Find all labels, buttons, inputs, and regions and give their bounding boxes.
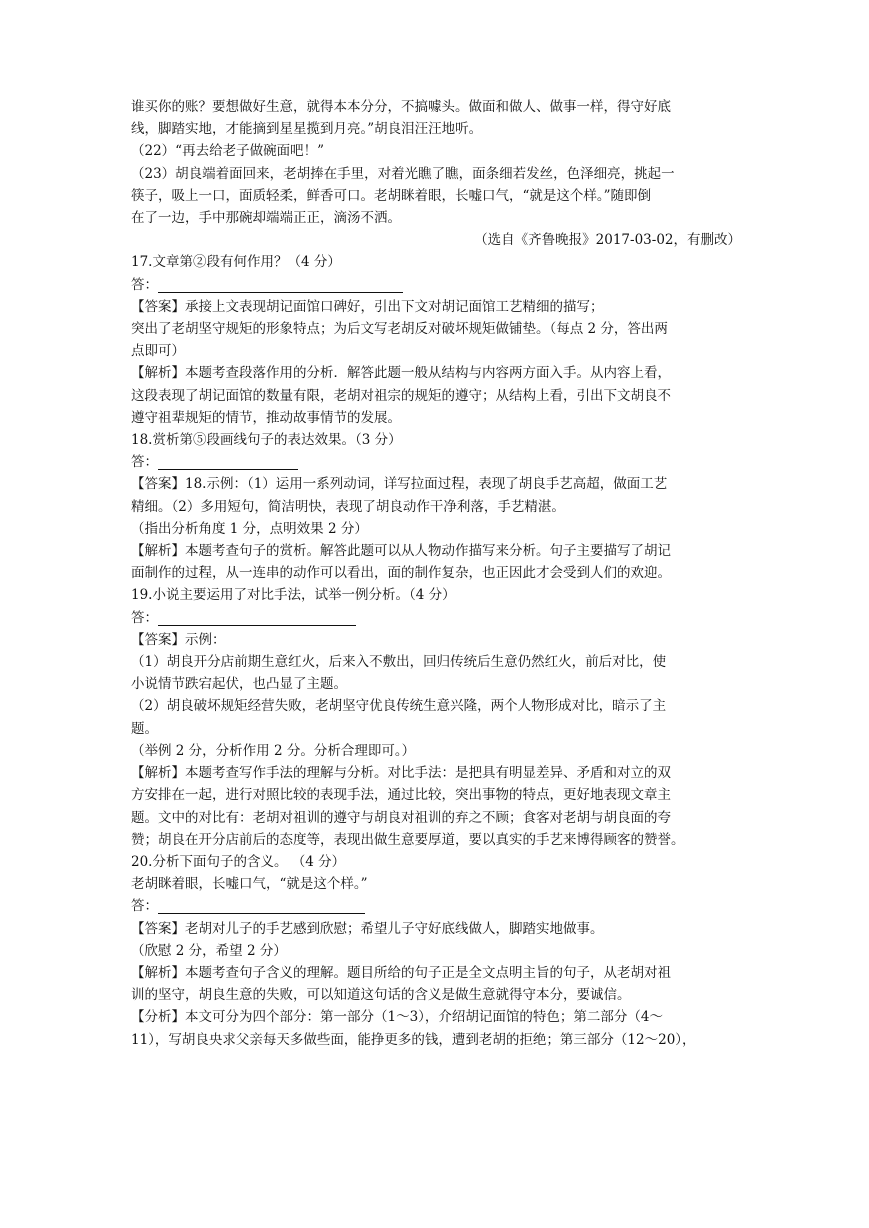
analysis-tag: 【解析】 — [131, 765, 185, 782]
analysis-text: 本题考查段落作用的分析．解答此题一般从结构与内容两方面入手。从内容上看， — [185, 365, 671, 382]
analysis-18 — [131, 540, 741, 562]
answer-17 — [131, 296, 741, 318]
text-line: 点即可） — [131, 343, 185, 360]
answer-18 — [131, 473, 741, 495]
text-line: 精细。（2）多用短句，简洁明快，表现了胡良动作干净利落，手艺精湛。 — [131, 498, 565, 515]
answer-blank-17 — [131, 274, 741, 296]
question-20: 20.分析下面句子的含义。 （4 分） — [131, 853, 346, 870]
text-line: 这段表现了胡记面馆的数量有限，老胡对祖宗的规矩的遵守；从结构上看，引出下文胡良不 — [131, 387, 671, 404]
answer-line — [158, 455, 298, 470]
analysis-19 — [131, 762, 741, 784]
answer-text: 承接上文表现胡记面馆口碑好，引出下文对胡记面馆工艺精细的描写； — [185, 298, 604, 315]
analysis-text: 本题考查写作手法的理解与分析。对比手法：是把具有明显差异、矛盾和对立的双 — [185, 765, 671, 782]
text-line: （举例 2 分，分析作用 2 分。分析合理即可。） — [131, 742, 416, 759]
answer-text: 示例： — [185, 631, 226, 648]
paragraph-22: （22）“再去给老子做碗面吧！” — [131, 143, 324, 160]
answer-prefix: 答： — [131, 454, 158, 471]
answer-tag: 【答案】 — [131, 920, 185, 937]
answer-tag: 【答案】 — [131, 298, 185, 315]
answer-20 — [131, 918, 741, 940]
answer-blank-19 — [131, 607, 741, 629]
answer-blank-20 — [131, 895, 741, 917]
analysis-text: 本文可分为四个部分：第一部分（1～3），介绍胡记面馆的特色；第二部分（4～ — [185, 1009, 664, 1026]
text-line: 题。文中的对比有：老胡对祖训的遵守与胡良对祖训的弃之不顾；食客对老胡与胡良面的夸 — [131, 809, 671, 826]
analysis-17 — [131, 362, 741, 384]
analysis-tag: 【解析】 — [131, 365, 185, 382]
text-line: 题。 — [131, 720, 158, 737]
text-line: （欣慰 2 分，希望 2 分） — [131, 942, 287, 959]
analysis-tag: 【解析】 — [131, 543, 185, 560]
text-line: 突出了老胡坚守规矩的形象特点；为后文写老胡反对破坏规矩做铺垫。（每点 2 分，答出两 — [131, 321, 668, 338]
analysis-text: 本题考查句子的赏析。解答此题可以从人物动作描写来分析。句子主要描写了胡记 — [185, 543, 671, 560]
text-line: 训的坚守，胡良生意的失败，可以知道这句话的含义是做生意就得守本分，要诚信。 — [131, 987, 631, 1004]
text-line: 小说情节跌宕起伏，也凸显了主题。 — [131, 676, 347, 693]
question-19: 19.小说主要运用了对比手法，试举一例分析。（4 分） — [131, 587, 456, 604]
analysis-text: 本题考查句子含义的理解。题目所给的句子正是全文点明主旨的句子，从老胡对祖 — [185, 964, 671, 981]
text-line: 面制作的过程，从一连串的动作可以看出，面的制作复杂，也正因此才会受到人们的欢迎。 — [131, 565, 671, 582]
answer-prefix: 答： — [131, 276, 158, 293]
answer-prefix: 答： — [131, 609, 158, 626]
answer-19 — [131, 629, 741, 651]
text-line: （1）胡良开分店前期生意红火，后来入不敷出，回归传统后生意仍然红火，前后对比，使 — [131, 654, 667, 671]
answer-text: 老胡对儿子的手艺感到欣慰；希望儿子守好底线做人，脚踏实地做事。 — [185, 920, 604, 937]
answer-blank-18 — [131, 451, 741, 473]
text-line: 筷子，吸上一口，面质轻柔，鲜香可口。老胡眯着眼，长嘘口气，“就是这个样。”随即倒 — [131, 187, 652, 204]
document-page — [131, 96, 741, 1051]
text-line: （指出分析角度 1 分，点明效果 2 分） — [131, 520, 368, 537]
answer-text: 18.示例：（1）运用一系列动词，详写拉面过程，表现了胡良手艺高超，做面工艺 — [185, 476, 668, 493]
answer-line — [158, 899, 365, 914]
answer-tag: 【答案】 — [131, 476, 185, 493]
text-line: 遵守祖辈规矩的情节，推动故事情节的发展。 — [131, 409, 401, 426]
text-line: 方安排在一起，进行对照比较的表现手法，通过比较，突出事物的特点，更好地表现文章主 — [131, 787, 671, 804]
analysis-tag: 【解析】 — [131, 964, 185, 981]
answer-line — [158, 278, 403, 293]
source-citation: （选自《齐鲁晚报》2017-03-02，有删改） — [474, 232, 741, 249]
answer-line — [158, 611, 356, 626]
overall-analysis — [131, 1006, 741, 1028]
text-line: 线，脚踏实地，才能摘到星星揽到月亮。”胡良泪汪汪地听。 — [131, 121, 483, 138]
quoted-sentence: 老胡眯着眼，长嘘口气，“就是这个样。” — [131, 876, 368, 893]
text-line: 在了一边，手中那碗却端端正正，滴汤不洒。 — [131, 210, 401, 227]
paragraph-23: （23）胡良端着面回来，老胡捧在手里，对着光瞧了瞧，面条细若发丝，色泽细亮，挑起一 — [131, 165, 675, 182]
analysis-20 — [131, 962, 741, 984]
answer-prefix: 答： — [131, 898, 158, 915]
question-17: 17.文章第②段有何作用？（4 分） — [131, 254, 341, 271]
text-line: 赞；胡良在开分店前后的态度等，表现出做生意要厚道，要以真实的手艺来博得顾客的赞誉。 — [131, 831, 685, 848]
answer-tag: 【答案】 — [131, 631, 185, 648]
text-line: （2）胡良破坏规矩经营失败，老胡坚守优良传统生意兴隆，两个人物形成对比，暗示了主 — [131, 698, 667, 715]
text-line: 谁买你的账？要想做好生意，就得本本分分，不搞噱头。做面和做人、做事一样，得守好底 — [131, 99, 671, 115]
question-18: 18.赏析第⑤段画线句子的表达效果。（3 分） — [131, 432, 402, 449]
analysis-tag: 【分析】 — [131, 1009, 185, 1026]
text-line: 11），写胡良央求父亲每天多做些面，能挣更多的钱，遭到老胡的拒绝；第三部分（12～20）， — [131, 1031, 696, 1048]
